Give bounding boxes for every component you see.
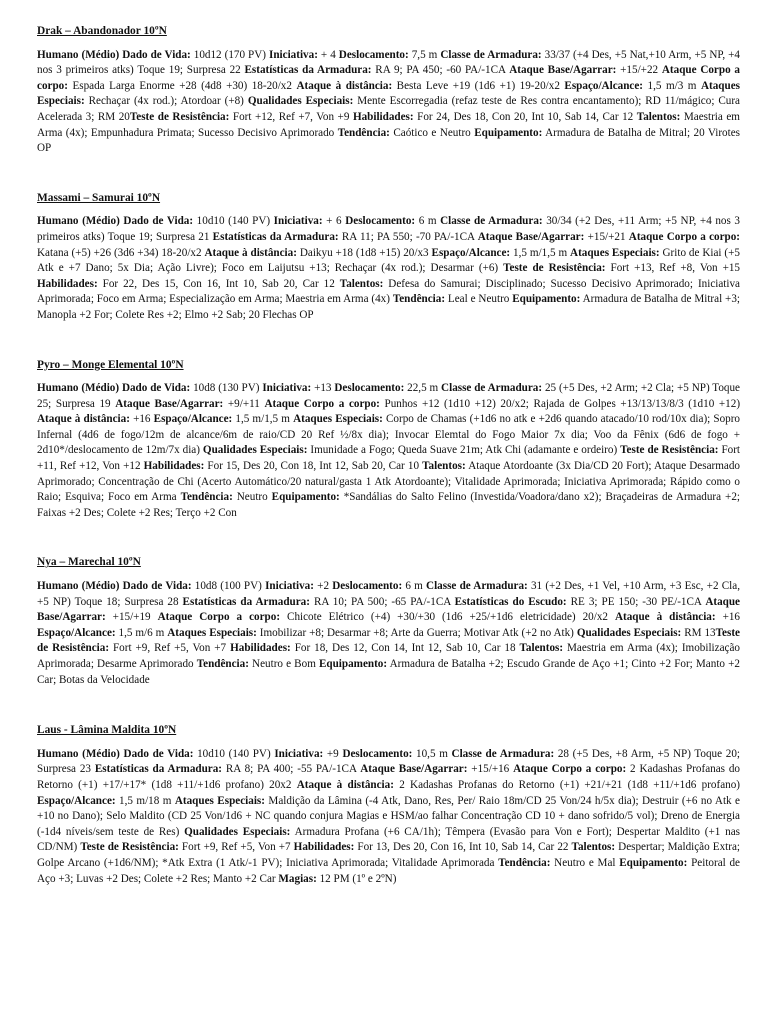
character-entry xyxy=(37,24,740,157)
stat-label: Estatísticas da Armadura: xyxy=(244,64,372,77)
stat-label: Ataque Base/Agarrar: xyxy=(115,397,224,410)
stat-label: Ataque Corpo a corpo: xyxy=(264,397,380,410)
stat-value: +13 xyxy=(311,382,335,395)
stat-value: Neutro e Mal xyxy=(550,856,620,869)
character-entry xyxy=(37,191,740,324)
stat-label: Espaço/Alcance: xyxy=(37,626,116,639)
stat-value: For 18, Des 12, Con 14, Int 12, Sab 10, Car 18 xyxy=(290,642,520,655)
stat-label: Qualidades Especiais: xyxy=(202,444,308,457)
stat-value: For 24, Des 18, Con 20, Int 10, Sab 14, Car 12 xyxy=(413,110,637,123)
stat-value: +15/+22 xyxy=(616,64,662,77)
stat-label: Deslocamento: xyxy=(332,580,403,593)
stat-label: Deslocamento: xyxy=(334,382,405,395)
stat-label: Ataque Base/Agarrar: xyxy=(509,64,617,77)
stat-value: 28 (+5 Des, +8 Arm, +5 NP) Toque 20; Surpresa 23 xyxy=(37,747,740,776)
stat-value: 2 Kadashas Profanas do Retorno (+1) +21/+21 (1d8 +11/+1d6 profano) xyxy=(393,778,740,791)
stat-value: Despertar; Maldição Extra; Golpe Arcano (+1d6/NM); *Atk Extra (1 Atk/-1 PV); Iniciativa Aprimorada; Vitalidade Aprimorada xyxy=(37,841,740,869)
stat-value: +16 xyxy=(715,611,740,624)
stat-label: Classe de Armadura: xyxy=(440,48,542,61)
stat-value: + 6 xyxy=(322,215,346,228)
stat-label: Equipamento: xyxy=(271,491,340,504)
stat-label: Ataque Corpo a corpo: xyxy=(513,763,627,776)
stat-value: 25 (+5 Des, +2 Arm; +2 Cla; +5 NP) Toque 25; Surpresa 19 xyxy=(37,382,740,410)
stat-label: Magias: xyxy=(278,872,317,885)
stat-value: 10d10 (140 PV) xyxy=(193,747,275,760)
stat-block xyxy=(37,579,740,688)
stat-value: RE 3; PE 150; -30 PE/-1CA xyxy=(566,595,706,608)
stat-value: Fort +12, Ref +7, Von +9 xyxy=(229,110,353,123)
stat-value: Neutro xyxy=(232,491,272,504)
stat-value: RA 9; PA 450; -60 PA/-1CA xyxy=(371,64,510,77)
stat-label: Teste de Resistência: xyxy=(37,626,740,655)
stat-value: Rechaçar (4x rod.); Atordoar (+8) xyxy=(84,95,248,108)
stat-value: Chicote Elétrico (+4) +30/+30 (1d6 +25/+1d6 eletricidade) 20/x2 xyxy=(280,611,615,624)
stat-value: 1,5 m/1,5 m xyxy=(510,246,571,259)
stat-value: Fort +9, Ref +5, Von +7 xyxy=(109,642,231,655)
stat-label: Habilidades: xyxy=(352,110,414,123)
stat-value: *Sandálias do Salto Felino (Investida/Voadora/dano x2); Braçadeiras de Armadura +2; Faixas +2 Des; Colete +2 Res; Terço +2 Con xyxy=(37,491,740,519)
stat-value: 10,5 m xyxy=(412,747,452,760)
stat-value: Imunidade a Fogo; Queda Suave 21m; Atk Chi (adamante e ordeiro) xyxy=(307,444,621,457)
stat-value: +16 xyxy=(129,413,154,426)
stat-value: Mente Escorregadia (refaz teste de Res contra encantamento); RD 11/mágico; Cura Acelerada 3; RM 20 xyxy=(37,95,740,123)
stat-value: Grito de Kiai (+5 Atk e +7 Dano; 5x Dia; Ação Livre); Foco em Laijutsu +13; Rechaçar (4x rod.); Desarmar (+6) xyxy=(37,246,740,275)
stat-label: Equipamento: xyxy=(318,658,388,670)
stat-value: 12 PM (1º e 2ºN) xyxy=(316,872,397,885)
stat-value: Besta Leve +19 (1d6 +1) 19-20/x2 xyxy=(392,79,565,92)
stat-block xyxy=(37,381,740,521)
stat-value: Leal e Neutro xyxy=(445,293,513,306)
stat-label: Habilidades: xyxy=(37,277,98,290)
stat-value: +15/+21 xyxy=(584,230,629,243)
stat-label: Classe de Armadura: xyxy=(441,382,543,395)
stat-label: Tendência: xyxy=(337,126,390,139)
stat-label: Ataques Especiais: xyxy=(37,79,740,108)
stat-label: Ataque à distância: xyxy=(296,79,393,92)
stat-label: Espaço/Alcance: xyxy=(564,79,643,92)
stat-label: Deslocamento: xyxy=(338,48,409,61)
stat-label: Classe de Armadura: xyxy=(440,215,543,228)
stat-label: Ataque Base/Agarrar: xyxy=(360,763,468,776)
stat-value: 10d12 (170 PV) xyxy=(190,48,270,61)
stat-label: Ataque à distância: xyxy=(204,246,297,259)
stat-value: Maldição da Lâmina (-4 Atk, Dano, Res, Per/ Raio 18m/CD 25 Von/24 h/5x dia); Destruir (+6 no Atk e +10 no Dano); Selo Maldito (CD 25 Von/1d6 + NC quando conjura Magias e HSM/ao falhar Concentração CD 10 + dano sofrido/5 vol); Dreno de Energia (-1d4 níveis/sem teste de Res) xyxy=(37,794,740,838)
stat-label: Qualidades Especiais: xyxy=(576,626,682,639)
stat-value: Fort +13, Ref +8, Von +15 xyxy=(605,262,741,275)
stat-label: Ataque Base/Agarrar: xyxy=(477,230,585,243)
stat-value: 1,5 m/3 m xyxy=(643,79,701,92)
stat-label: Ataques Especiais: xyxy=(293,413,383,426)
stat-value: Armadura de Batalha +2; Escudo Grande de Aço +1; Cinto +2 For; Manto +2 Car; Botas da Velocidade xyxy=(37,658,740,686)
stat-block xyxy=(37,747,740,887)
character-entry xyxy=(37,723,740,887)
stat-label: Iniciativa: xyxy=(274,747,324,760)
stat-value: Daikyu +18 (1d8 +15) 20/x3 xyxy=(296,246,432,259)
stat-value: Espada Larga Enorme +28 (4d8 +30) 18-20/x2 xyxy=(67,79,297,92)
stat-value: Fort +9, Ref +5, Von +7 xyxy=(178,841,294,854)
stat-label: Espaço/Alcance: xyxy=(37,794,116,807)
character-entry xyxy=(37,358,740,522)
stat-label: Tendência: xyxy=(196,658,249,670)
stat-value: Maestria em Arma (4x); Empunhadura Primata; Sucesso Decisivo Aprimorado xyxy=(37,110,740,139)
stat-label: Qualidades Especiais: xyxy=(184,825,291,838)
stat-value: RA 11; PA 550; -70 PA/-1CA xyxy=(338,230,478,243)
stat-value: 1,5 m/1,5 m xyxy=(232,413,294,426)
character-title: Laus - Lâmina Maldita 10ºN xyxy=(37,724,177,737)
stat-label: Deslocamento: xyxy=(342,747,413,760)
stat-label: Humano (Médio) Dado de Vida: xyxy=(37,747,194,760)
stat-value: Maestria em Arma (4x); Imobilização Aprimorada; Desarme Aprimorado xyxy=(37,642,740,670)
stat-label: Iniciativa: xyxy=(273,215,323,228)
stat-label: Humano (Médio) Dado de Vida: xyxy=(37,580,192,593)
stat-value: 30/34 (+2 Des, +11 Arm; +5 NP, +4 nos 3 primeiros atks) Toque 19; Surpresa 21 xyxy=(37,215,740,243)
stat-value: 2 Kadashas Profanas do Retorno (+1) +17/+17* (1d8 +11/+1d6 profano) 20x2 xyxy=(37,763,740,791)
character-title: Pyro – Monge Elemental 10ºN xyxy=(37,358,184,371)
stat-value: 22,5 m xyxy=(404,382,442,395)
stat-value: +9/+11 xyxy=(223,397,265,410)
stat-value: Katana (+5) +26 (3d6 +34) 18-20/x2 xyxy=(37,246,205,259)
stat-label: Teste de Resistência: xyxy=(80,841,179,854)
stat-value: + 4 xyxy=(317,48,339,61)
stat-label: Tendência: xyxy=(498,856,551,869)
stat-label: Humano (Médio) Dado de Vida: xyxy=(37,382,191,395)
stat-label: Ataques Especiais: xyxy=(570,246,660,259)
stat-value: Fort +11, Ref +12, Von +12 xyxy=(37,444,741,473)
stat-label: Deslocamento: xyxy=(345,215,416,228)
stat-label: Talentos: xyxy=(571,841,616,854)
stat-value: For 13, Des 20, Con 16, Int 10, Sab 14, Car 22 xyxy=(354,841,572,854)
stat-label: Classe de Armadura: xyxy=(451,747,555,760)
stat-value: Ataque Atordoante (3x Dia/CD 20 Fort); Ataque Desarmado Aprimorado; Concentração de Chi (Acerto Automático/20 natural/gasta 1 Atk Atordoante); Vitalidade Aprimorada; Iniciativa Aprimorada; Rápido como o Raio; Esquiva; Foco em Arma xyxy=(37,460,740,504)
stat-label: Estatísticas da Armadura: xyxy=(182,595,310,608)
stat-value: 1,5 m/18 m xyxy=(115,794,175,807)
stat-label: Ataque à distância: xyxy=(37,413,130,426)
stat-label: Estatísticas da Armadura: xyxy=(212,230,339,243)
stat-value: 31 (+2 Des, +1 Vel, +10 Arm, +3 Esc, +2 Cla, +5 NP) Toque 18; Surpresa 28 xyxy=(37,580,740,608)
stat-label: Ataque à distância: xyxy=(296,778,394,791)
stat-label: Talentos: xyxy=(422,460,466,473)
stat-label: Teste de Resistência: xyxy=(620,444,719,457)
stat-label: Tendência: xyxy=(392,293,446,306)
stat-value: 10d8 (130 PV) xyxy=(190,382,263,395)
character-title: Nya – Marechal 10ºN xyxy=(37,556,141,569)
stat-value: +9 xyxy=(323,747,343,760)
stat-value: RM 13 xyxy=(681,626,716,639)
stat-label: Habilidades: xyxy=(143,460,205,473)
stat-value: Armadura Profana (+6 CA/1h); Têmpera (Evasão para Von e Fort); Despertar Maldito (+1 nas CD/NM) xyxy=(37,825,740,854)
stat-value: Neutro e Bom xyxy=(248,658,319,670)
stat-block xyxy=(37,48,740,157)
stat-label: Iniciativa: xyxy=(265,580,314,593)
stat-label: Iniciativa: xyxy=(262,382,312,395)
stat-label: Espaço/Alcance: xyxy=(153,413,233,426)
stat-label: Habilidades: xyxy=(230,642,291,655)
stat-value: Peitoral de Aço +3; Luvas +2 Des; Colete +2 Res; Manto +2 Car xyxy=(37,856,740,885)
character-entry xyxy=(37,555,740,688)
stat-label: Talentos: xyxy=(636,110,681,123)
stat-label: Habilidades: xyxy=(293,841,355,854)
stat-value: Caótico e Neutro xyxy=(389,126,475,139)
stat-label: Talentos: xyxy=(339,277,384,290)
stat-label: Ataque Corpo a corpo: xyxy=(37,64,740,92)
stat-label: Ataque Base/Agarrar: xyxy=(37,595,740,624)
stat-label: Teste de Resistência: xyxy=(129,110,230,123)
stat-label: Ataque à distância: xyxy=(614,611,716,624)
stat-value: +2 xyxy=(313,580,333,593)
stat-value: For 15, Des 20, Con 18, Int 12, Sab 20, Car 10 xyxy=(204,460,423,473)
stat-value: Armadura de Batalha de Mitral +3; Manopla +2 For; Colete Res +2; Elmo +2 Sab; 20 Flechas OP xyxy=(37,293,740,321)
stat-value: Defesa do Samurai; Disciplinado; Sucesso Decisivo Aprimorado; Iniciativa Aprimorada; Foco em Arma; Especialização em Arma; Maestria em Arma (4x) xyxy=(37,277,741,306)
stat-label: Equipamento: xyxy=(512,293,581,306)
stat-label: Ataque Corpo a corpo: xyxy=(628,230,741,243)
stat-value: RA 10; PA 500; -65 PA/-1CA xyxy=(309,595,455,608)
stat-value: 33/37 (+4 Des, +5 Nat,+10 Arm, +5 NP, +4 nos 3 primeiros atks) Toque 19; Surpresa 22 xyxy=(37,48,740,77)
stat-label: Equipamento: xyxy=(474,126,543,139)
stat-label: Ataques Especiais: xyxy=(174,794,265,807)
stat-value: Imobilizar +8; Desarmar +8; Arte da Guerra; Motivar Atk (+2 no Atk) xyxy=(256,626,577,639)
stat-label: Equipamento: xyxy=(619,856,688,869)
stat-label: Humano (Médio) Dado de Vida: xyxy=(37,48,191,61)
stat-value: Punhos +12 (1d10 +12) 20/x2; Rajada de Golpes +13/13/13/8/3 (1d10 +12) xyxy=(379,397,741,410)
stat-value: For 22, Des 15, Con 16, Int 10, Sab 20, Car 12 xyxy=(97,277,340,290)
stat-label: Talentos: xyxy=(519,642,564,655)
stat-value: RA 8; PA 400; -55 PA/-1CA xyxy=(222,763,361,776)
stat-value: 6 m xyxy=(402,580,427,593)
stat-value: +15/+16 xyxy=(467,763,514,776)
stat-value: 1,5 m/6 m xyxy=(115,626,168,639)
stat-label: Ataque Corpo a corpo: xyxy=(157,611,281,624)
stat-value: 6 m xyxy=(415,215,441,228)
stat-label: Teste de Resistência: xyxy=(503,262,606,275)
stat-block xyxy=(37,214,740,323)
stat-value: 10d10 (140 PV) xyxy=(193,215,274,228)
character-title: Drak – Abandonador 10ºN xyxy=(37,25,167,37)
stat-value: +15/+19 xyxy=(105,611,158,624)
stat-label: Iniciativa: xyxy=(269,48,318,61)
stat-value: 10d8 (100 PV) xyxy=(191,580,266,593)
stat-value: Armadura de Batalha de Mitral; 20 Virotes OP xyxy=(37,126,740,155)
stat-label: Ataques Especiais: xyxy=(167,626,257,639)
stat-label: Espaço/Alcance: xyxy=(431,246,511,259)
stat-label: Tendência: xyxy=(180,491,233,504)
stat-label: Classe de Armadura: xyxy=(426,580,528,593)
character-title: Massami – Samurai 10ºN xyxy=(37,191,161,204)
stat-label: Humano (Médio) Dado de Vida: xyxy=(37,215,194,228)
stat-value: 7,5 m xyxy=(408,48,441,61)
stat-label: Qualidades Especiais: xyxy=(247,95,354,108)
stat-label: Estatísticas da Armadura: xyxy=(94,763,223,776)
stat-value: Corpo de Chamas (+1d6 no atk e +2d6 quando atacado/10 rod/10x dia); Sopro Infernal (4d6 de fogo/12m de alcance/6m de raio/CD 20 Ref ½/8x dia); Invocar Elemtal do Fogo Maior 7x dia; Voo da Fênix (6d6 de fogo + 2d10*/deslocamento de 12m/7x dia) xyxy=(37,413,740,457)
stat-label: Estatísticas do Escudo: xyxy=(454,595,567,608)
